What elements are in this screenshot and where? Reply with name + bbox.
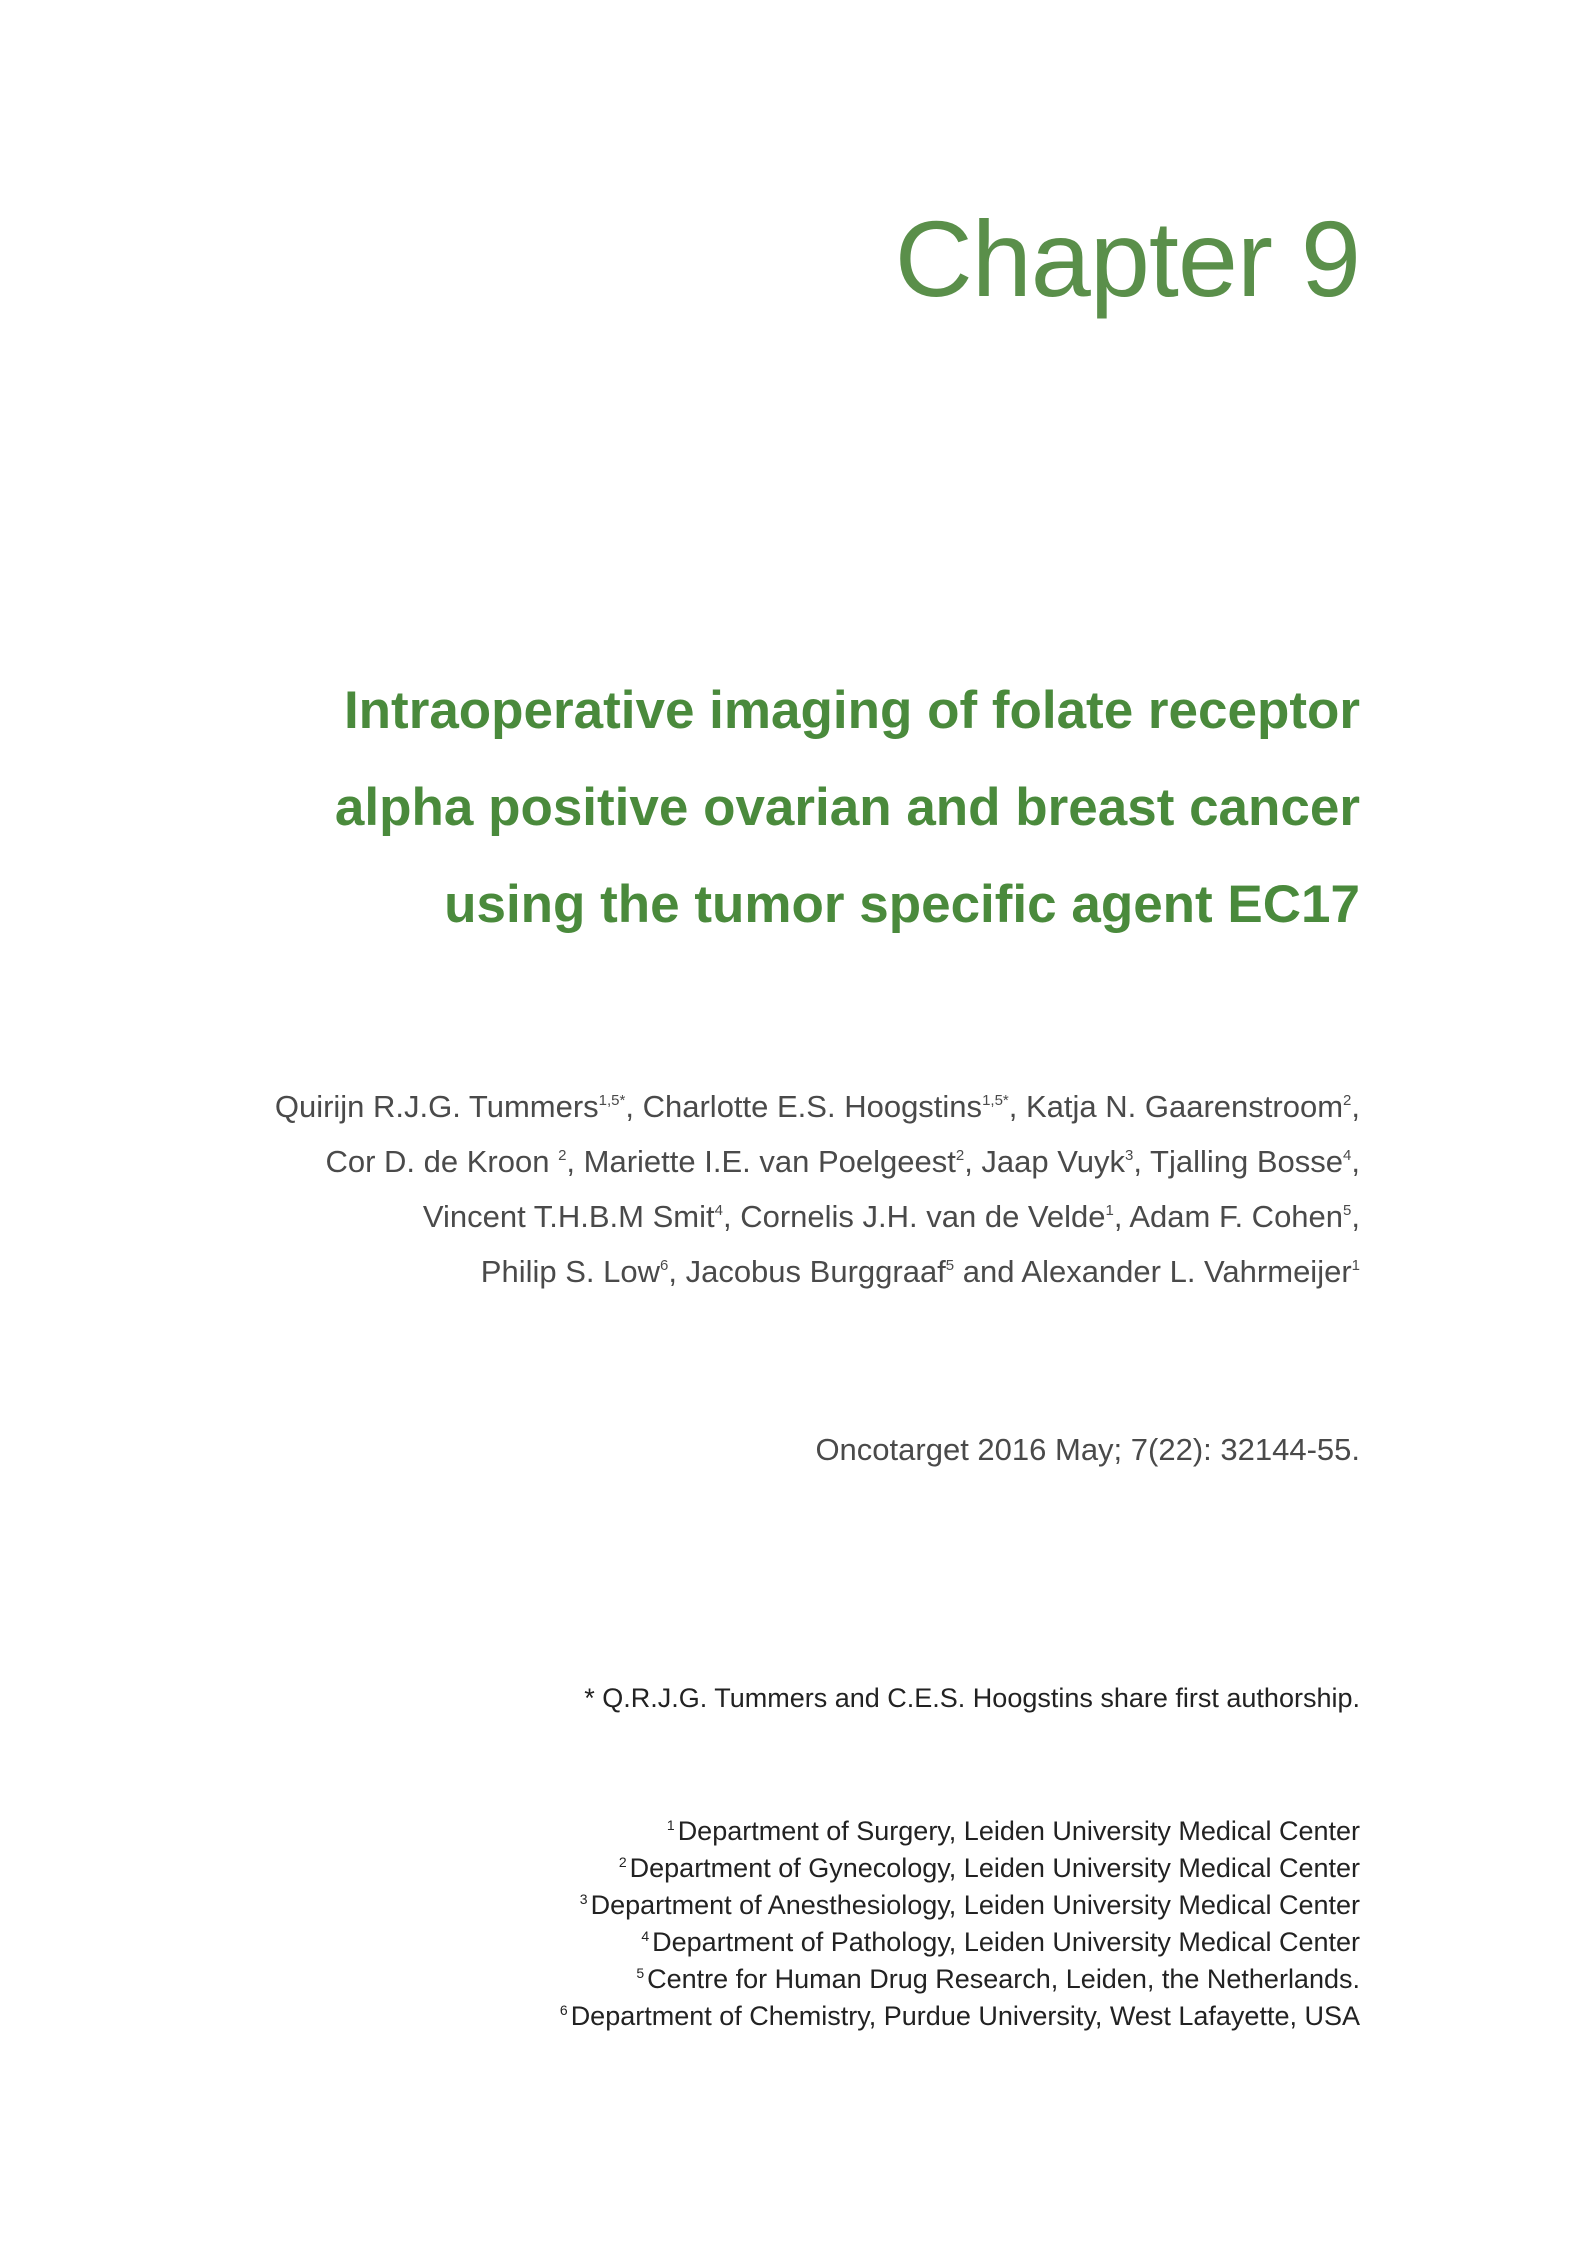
author-separator: , xyxy=(566,1144,584,1179)
author-name: Cornelis J.H. van de Velde xyxy=(740,1199,1106,1234)
affiliation-list xyxy=(240,1815,1360,2037)
author-entry xyxy=(325,1144,583,1179)
author-separator: , xyxy=(668,1254,686,1289)
author-entry xyxy=(1021,1254,1360,1289)
author-affiliation-marker: 1 xyxy=(1105,1202,1114,1219)
author-list xyxy=(240,1082,1360,1302)
author-name: Jaap Vuyk xyxy=(981,1144,1126,1179)
affiliation-number: 3 xyxy=(579,1891,588,1907)
author-affiliation-marker: 1 xyxy=(1351,1257,1360,1274)
affiliation-text: Department of Anesthesiology, Leiden University Medical Center xyxy=(590,1890,1360,1920)
author-separator: , xyxy=(1113,1199,1130,1234)
affiliation-row xyxy=(240,1815,1360,1852)
title-line-3: using the tumor specific agent EC17 xyxy=(444,875,1360,934)
author-line xyxy=(240,1082,1360,1137)
affiliation-text: Department of Surgery, Leiden University Medical Center xyxy=(677,1816,1360,1846)
author-separator: , xyxy=(1351,1199,1360,1234)
affiliation-row xyxy=(240,2000,1360,2037)
author-entry xyxy=(584,1144,982,1179)
author-affiliation-marker: 2 xyxy=(955,1147,965,1164)
paper-title xyxy=(240,662,1360,953)
affiliation-number: 1 xyxy=(666,1817,675,1833)
affiliation-number: 6 xyxy=(559,2002,568,2018)
author-affiliation-marker: 5 xyxy=(945,1257,955,1274)
affiliation-number: 4 xyxy=(641,1928,650,1944)
author-affiliation-marker: 3 xyxy=(1125,1147,1134,1164)
author-entry xyxy=(423,1199,740,1234)
author-entry xyxy=(740,1199,1129,1234)
author-entry xyxy=(981,1144,1150,1179)
author-separator: , xyxy=(1351,1089,1360,1124)
author-separator: , xyxy=(1008,1089,1026,1124)
author-entry xyxy=(643,1089,1026,1124)
author-separator: and xyxy=(954,1254,1022,1289)
author-line xyxy=(240,1137,1360,1192)
author-affiliation-marker: 4 xyxy=(1343,1147,1352,1164)
author-affiliation-marker: 5 xyxy=(1343,1202,1352,1219)
affiliation-row xyxy=(240,1889,1360,1926)
author-name: Adam F. Cohen xyxy=(1129,1199,1344,1234)
author-separator: , xyxy=(625,1089,643,1124)
author-name: Katja N. Gaarenstroom xyxy=(1026,1089,1344,1124)
author-name: Mariette I.E. van Poelgeest xyxy=(583,1144,956,1179)
author-entry xyxy=(1150,1144,1360,1179)
author-name: Vincent T.H.B.M Smit xyxy=(422,1199,715,1234)
author-separator: , xyxy=(722,1199,741,1234)
affiliation-row xyxy=(240,1926,1360,1963)
author-affiliation-marker: 6 xyxy=(660,1257,669,1274)
author-entry xyxy=(1129,1199,1360,1234)
author-name: Quirijn R.J.G. Tummers xyxy=(274,1089,599,1124)
author-line xyxy=(240,1192,1360,1247)
author-name: Cor D. de Kroon xyxy=(325,1144,559,1179)
authorship-footnote: * Q.R.J.G. Tummers and C.E.S. Hoogstins share first authorship. xyxy=(584,1683,1360,1713)
author-entry xyxy=(686,1254,1022,1289)
author-separator: , xyxy=(964,1144,982,1179)
author-name: Alexander L. Vahrmeijer xyxy=(1021,1254,1352,1289)
affiliation-row xyxy=(240,1852,1360,1889)
affiliation-text: Department of Gynecology, Leiden University Medical Center xyxy=(629,1853,1360,1883)
affiliation-row xyxy=(240,1963,1360,2000)
affiliation-text: Centre for Human Drug Research, Leiden, the Netherlands. xyxy=(647,1964,1360,1994)
title-line-2: alpha positive ovarian and breast cancer xyxy=(334,778,1360,837)
affiliation-text: Department of Pathology, Leiden University Medical Center xyxy=(652,1927,1360,1957)
title-line-1: Intraoperative imaging of folate receptor xyxy=(343,681,1360,740)
author-separator: , xyxy=(1351,1144,1360,1179)
author-affiliation-marker: 4 xyxy=(714,1202,723,1219)
author-name: Tjalling Bosse xyxy=(1150,1144,1344,1179)
chapter-label: Chapter 9 xyxy=(894,198,1360,319)
author-separator: , xyxy=(1133,1144,1151,1179)
author-name: Charlotte E.S. Hoogstins xyxy=(642,1089,983,1124)
author-entry xyxy=(481,1254,686,1289)
affiliation-number: 5 xyxy=(636,1965,645,1981)
affiliation-number: 2 xyxy=(618,1854,627,1870)
author-affiliation-marker: 2 xyxy=(558,1147,567,1164)
author-line xyxy=(240,1247,1360,1302)
affiliation-text: Department of Chemistry, Purdue University, West Lafayette, USA xyxy=(570,2001,1360,2031)
citation: Oncotarget 2016 May; 7(22): 32144-55. xyxy=(815,1432,1360,1467)
author-affiliation-marker: 1,5* xyxy=(982,1092,1009,1109)
author-name: Philip S. Low xyxy=(480,1254,660,1289)
author-entry xyxy=(275,1089,643,1124)
author-name: Jacobus Burggraaf xyxy=(685,1254,946,1289)
author-affiliation-marker: 2 xyxy=(1343,1092,1352,1109)
author-entry xyxy=(1026,1089,1360,1124)
author-affiliation-marker: 1,5* xyxy=(598,1092,626,1109)
